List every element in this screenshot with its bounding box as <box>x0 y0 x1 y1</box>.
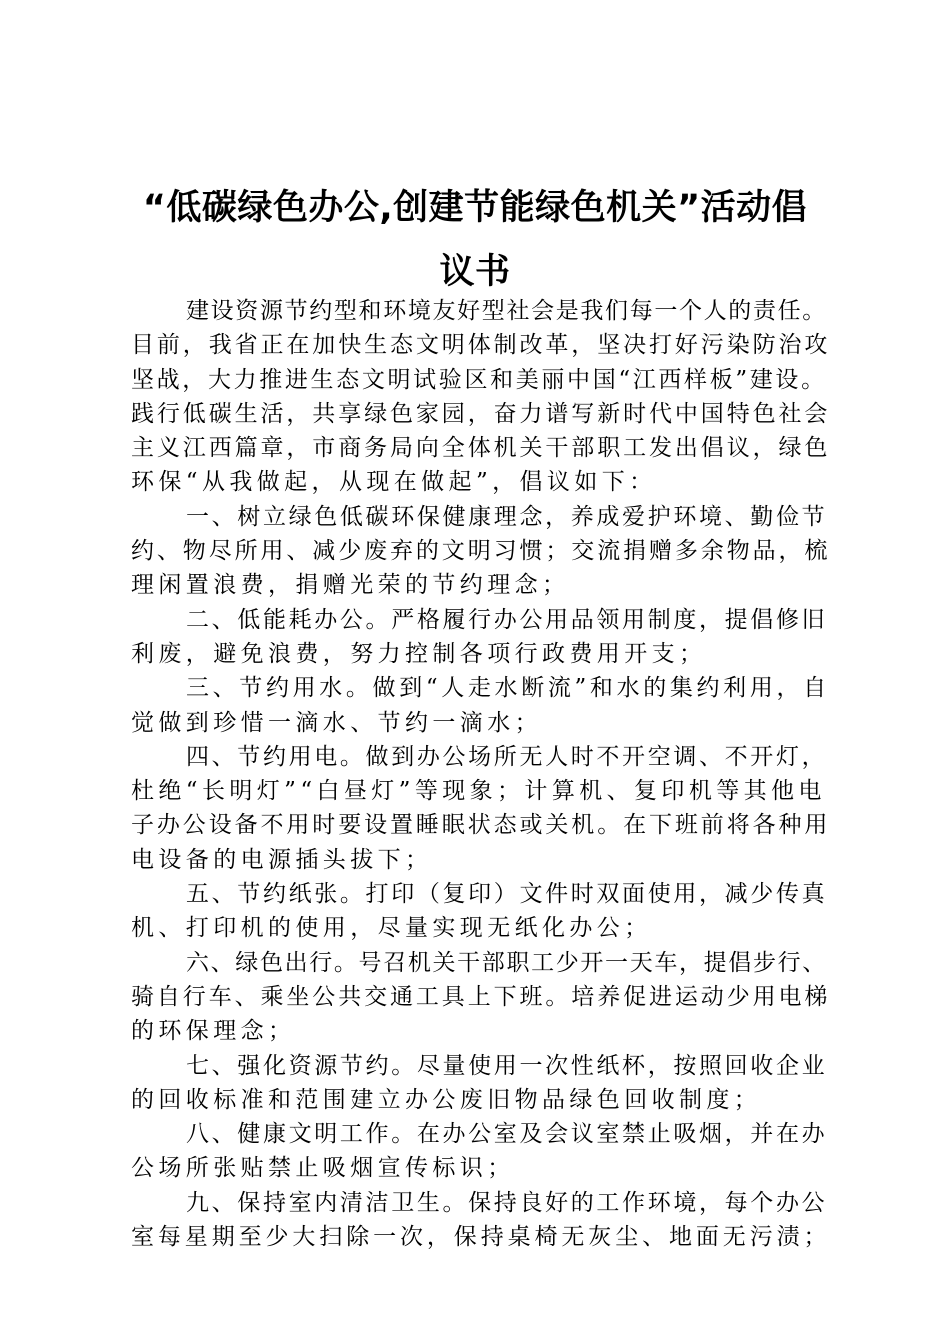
paragraph-item-2 <box>131 603 831 672</box>
text-line: 约、物尽所用、减少废弃的文明习惯；交流捐赠多余物品，梳 <box>131 538 831 565</box>
text-line: 三、节约用水。做到“人走水断流”和水的集约利用，自 <box>186 675 830 702</box>
text-line: 子办公设备不用时要设置睡眠状态或关机。在下班前将各种用 <box>131 812 831 839</box>
text-line: 建设资源节约型和环境友好型社会是我们每一个人的责任。 <box>186 298 827 324</box>
text-line: 八、健康文明工作。在办公室及会议室禁止吸烟，并在办 <box>186 1121 828 1148</box>
paragraph-item-6 <box>131 946 831 1049</box>
text-line: 电设备的电源插头拔下； <box>131 846 433 873</box>
document-body <box>131 294 831 1254</box>
text-line: 公场所张贴禁止吸烟宣传标识； <box>131 1155 515 1182</box>
text-line: 七、强化资源节约。尽量使用一次性纸杯，按照回收企业 <box>186 1052 828 1079</box>
paragraph-item-4 <box>131 740 831 877</box>
paragraph-intro <box>131 294 831 500</box>
text-line: 理闲置浪费，捐赠光荣的节约理念； <box>131 572 570 599</box>
paragraph-item-5 <box>131 877 831 946</box>
text-line: 一、树立绿色低碳环保健康理念，养成爱护环境、勤俭节 <box>186 503 828 530</box>
text-line: 践行低碳生活，共享绿色家园，奋力谱写新时代中国特色社会 <box>131 400 831 427</box>
document-title <box>118 176 832 304</box>
text-line: 目前，我省正在加快生态文明体制改革，坚决打好污染防治攻 <box>131 332 831 359</box>
text-line: 的环保理念； <box>131 1018 296 1045</box>
text-line: 机、打印机的使用，尽量实现无纸化办公； <box>131 915 652 942</box>
text-line: 六、绿色出行。号召机关干部职工少开一天车，提倡步行、 <box>186 949 827 976</box>
text-line: 利废，避免浪费，努力控制各项行政费用开支； <box>131 640 707 667</box>
text-line: 骑自行车、乘坐公共交通工具上下班。培养促进运动少用电梯 <box>131 983 831 1010</box>
paragraph-item-7 <box>131 1049 831 1118</box>
text-line: 室每星期至少大扫除一次，保持桌椅无灰尘、地面无污渍； <box>131 1224 831 1251</box>
text-line: 五、节约纸张。打印（复印）文件时双面使用，减少传真 <box>186 881 828 908</box>
paragraph-item-9 <box>131 1186 831 1255</box>
text-line: 坚战，大力推进生态文明试验区和美丽中国“江西样板”建设。 <box>131 366 827 393</box>
text-line: 环保“从我做起，从现在做起”，倡议如下： <box>131 469 657 496</box>
text-line: 二、低能耗办公。严格履行办公用品领用制度，提倡修旧 <box>186 606 828 633</box>
paragraph-item-8 <box>131 1117 831 1186</box>
title-line: 议书 <box>439 252 511 292</box>
text-line: 杜绝“长明灯”“白昼灯”等现象；计算机、复印机等其他电 <box>131 778 826 805</box>
title-line: “低碳绿色办公,创建节能绿色机关”活动倡 <box>142 188 808 228</box>
text-line: 九、保持室内清洁卫生。保持良好的工作环境，每个办公 <box>186 1189 828 1216</box>
text-line: 的回收标准和范围建立办公废旧物品绿色回收制度； <box>131 1086 762 1113</box>
text-line: 主义江西篇章，市商务局向全体机关干部职工发出倡议，绿色 <box>131 435 831 462</box>
paragraph-item-1 <box>131 500 831 603</box>
text-line: 觉做到珍惜一滴水、节约一滴水； <box>131 709 542 736</box>
paragraph-item-3 <box>131 671 831 740</box>
text-line: 四、节约用电。做到办公场所无人时不开空调、不开灯， <box>186 743 828 770</box>
